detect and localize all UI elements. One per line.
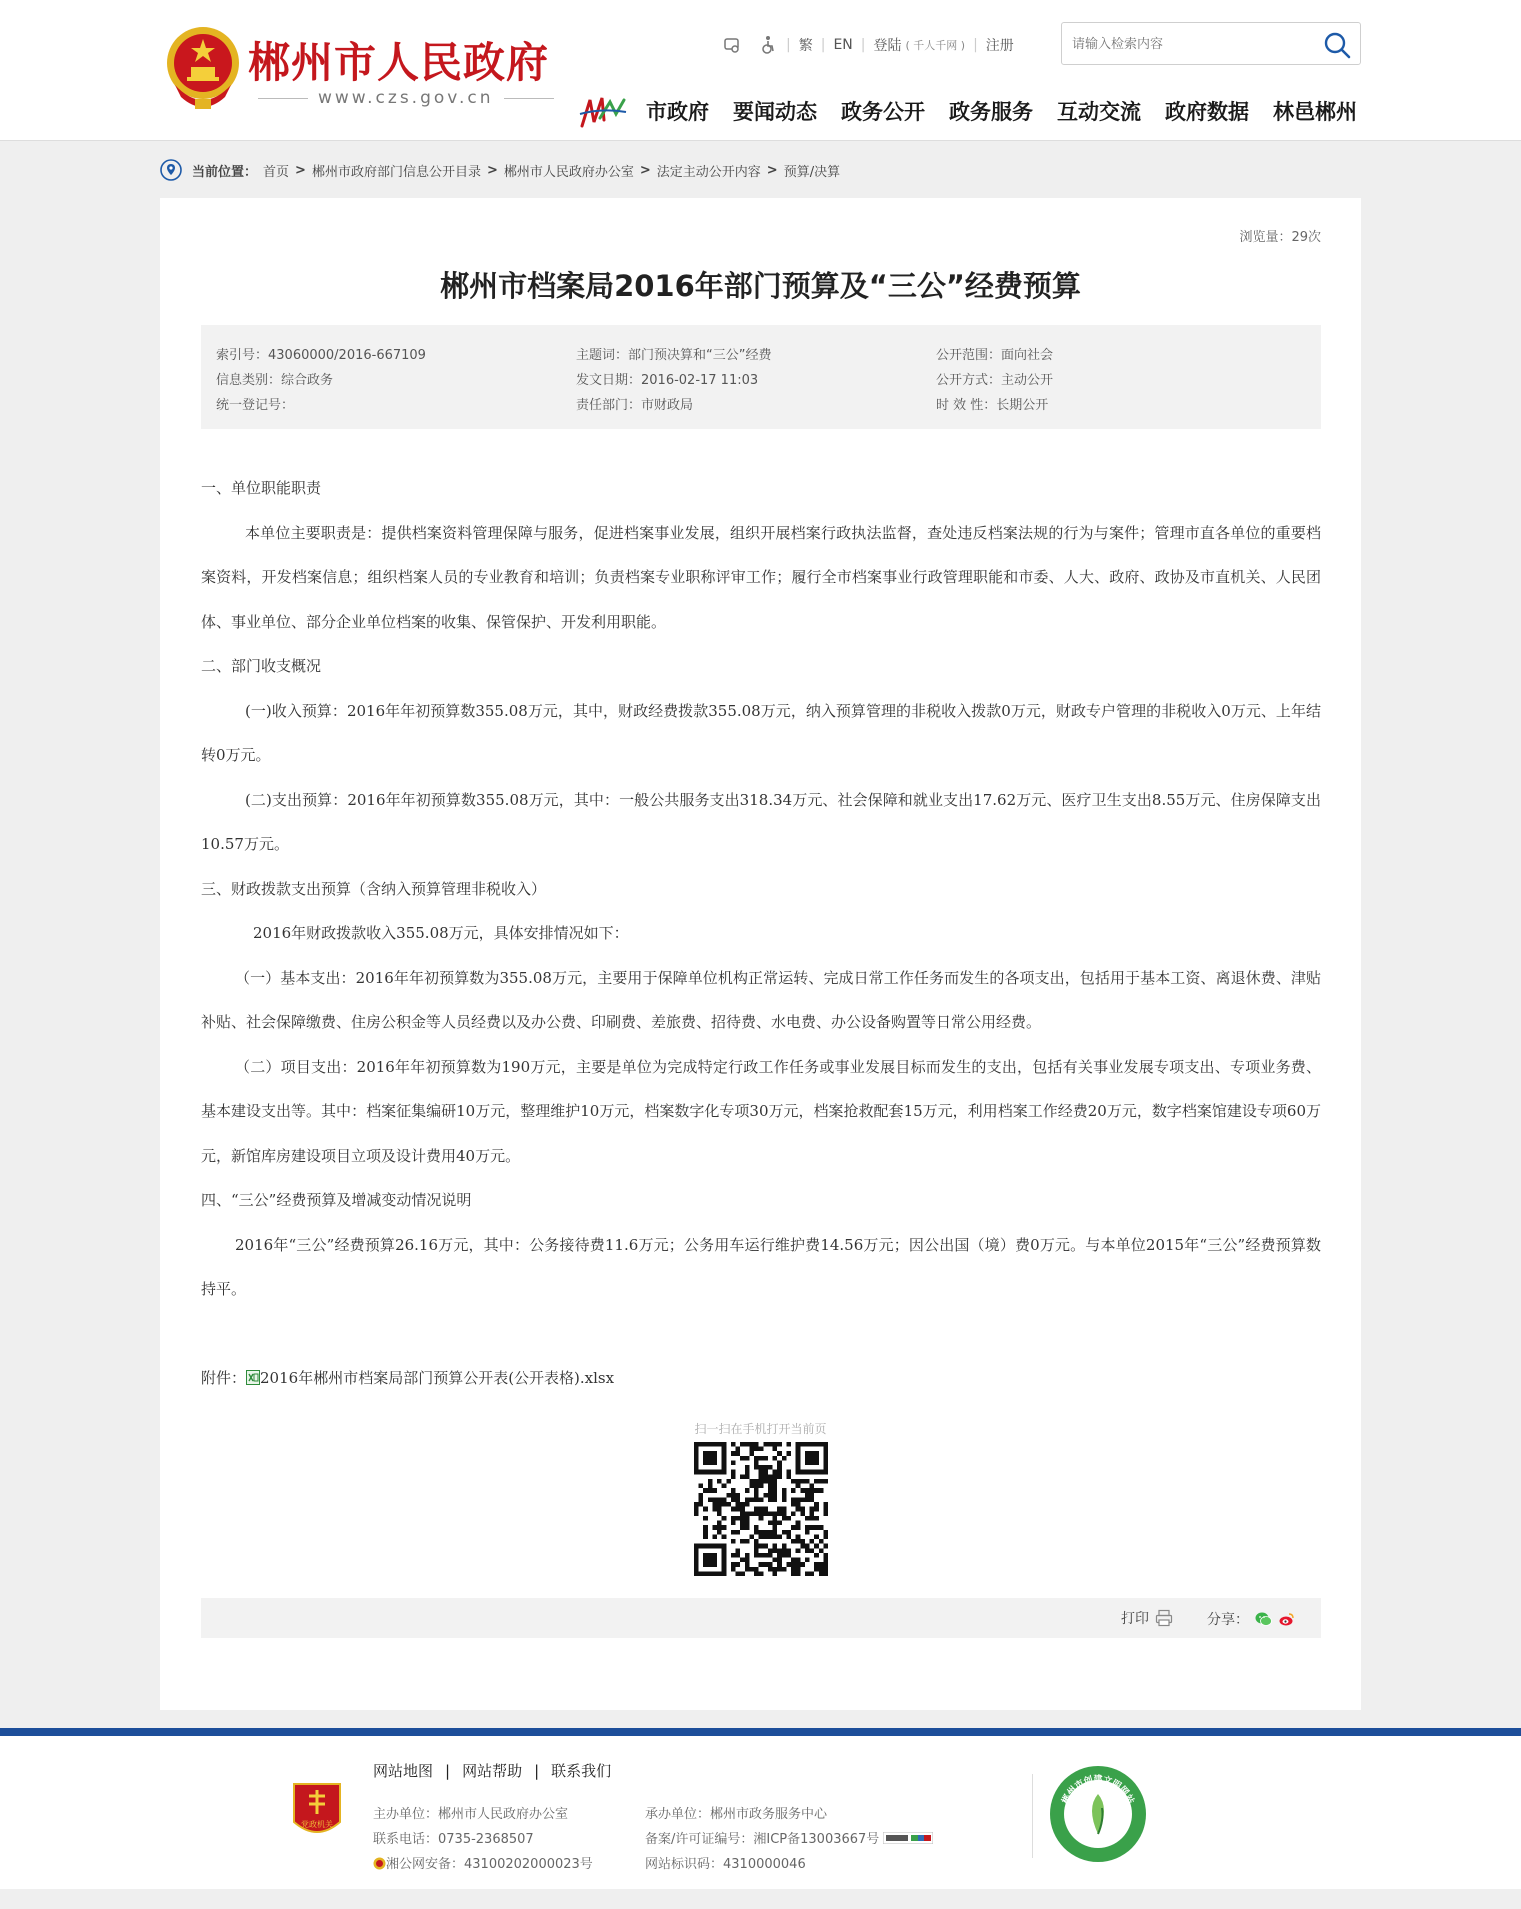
share-group: [1207, 1609, 1295, 1629]
login-link[interactable]: 登陆: [873, 38, 902, 54]
nav-item-gov-data[interactable]: 政府数据: [1165, 100, 1249, 124]
site-footer: [0, 1728, 1521, 1889]
attachment-link[interactable]: 2016年郴州市档案局部门预算公开表(公开表格).xlsx: [260, 1368, 615, 1387]
footer-sponsor: 主办单位：郴州市人民政府办公室: [373, 1807, 569, 1822]
civilized-website-seal-icon[interactable]: [1048, 1764, 1148, 1864]
nav-item-linyi-chenzhou[interactable]: 林邑郴州: [1273, 100, 1357, 124]
footer-link-contact[interactable]: 联系我们: [551, 1762, 612, 1780]
footer-police-record[interactable]: 湘公网安备：43100202000023号: [373, 1852, 593, 1877]
english-link[interactable]: EN: [833, 37, 853, 53]
breadcrumb-label: 当前位置：: [192, 164, 258, 180]
site-header: [0, 0, 1521, 141]
nav-item-city-gov[interactable]: 市政府: [646, 100, 709, 124]
view-count: 浏览量：29次: [1239, 230, 1321, 245]
share-bar: [201, 1598, 1321, 1638]
footer-icp[interactable]: 备案/许可证编号：湘ICP备13003667号: [645, 1827, 933, 1852]
article-title: 郴州市档案局2016年部门预算及“三公”经费预算: [440, 269, 1081, 303]
section-heading: 二、部门收支概况: [201, 657, 322, 675]
excel-file-icon: [246, 1370, 260, 1385]
meta-pub-date: 发文日期：2016-02-17 11:03: [576, 373, 759, 388]
wechat-icon[interactable]: [1255, 1611, 1272, 1627]
paragraph: (二)支出预算：2016年年初预算数355.08万元，其中：一般公共服务支出318.34万元、社会保障和就业支出17.62万元、医疗卫生支出8.55万元、住房保障支出10.57万元。: [201, 790, 1321, 853]
nav-item-gov-service[interactable]: 政务服务: [949, 100, 1033, 124]
article-meta: [201, 325, 1321, 429]
top-links: | 繁 | EN | 登陆 ( 千人千网 ) | 注册: [722, 34, 1014, 56]
attachment-row: [201, 1356, 1321, 1401]
section-heading: 四、“三公”经费预算及增减变动情况说明: [201, 1191, 472, 1209]
nav-item-news[interactable]: 要闻动态: [733, 100, 817, 124]
section-heading: 一、单位职能职责: [201, 479, 322, 497]
nav-item-gov-info[interactable]: 政务公开: [841, 100, 925, 124]
paragraph: （一）基本支出：2016年年初预算数为355.08万元，主要用于保障单位机构正常运转、完成日常工作任务而发生的各项支出，包括用于基本工资、离退休费、津贴补贴、社会保障缴费、住房公积金等人员经费以及办公费、印刷费、差旅费、招待费、水电费、办公设备购置等日常公用经费。: [201, 968, 1321, 1031]
search-icon[interactable]: [1322, 30, 1352, 60]
meta-method: 公开方式：主动公开: [936, 373, 1054, 388]
qr-label: 扫一扫在手机打开当前页: [694, 1422, 827, 1436]
footer-info-left: [373, 1802, 593, 1877]
meta-reg-no: 统一登记号：: [216, 398, 295, 413]
footer-info-right: [645, 1802, 933, 1877]
traditional-chinese-link[interactable]: 繁: [798, 38, 813, 54]
breadcrumb-gov-office[interactable]: 郴州市人民政府办公室: [503, 164, 634, 180]
article-container: [160, 198, 1361, 1710]
nav-item-interaction[interactable]: 互动交流: [1057, 100, 1141, 124]
breadcrumb-home[interactable]: 首页: [263, 164, 290, 180]
breadcrumb: 当前位置： 首页 > 郴州市政府部门信息公开目录 > 郴州市人民政府办公室 > 法定主动公开内容 > 预算/决算: [160, 158, 840, 182]
printer-icon: [1155, 1609, 1173, 1627]
national-emblem-icon[interactable]: [165, 25, 241, 111]
footer-operator: 承办单位：郴州市政务服务中心: [645, 1807, 828, 1822]
location-pin-icon: [160, 159, 182, 181]
breadcrumb-budget[interactable]: 预算/决算: [783, 164, 841, 180]
weibo-icon[interactable]: [1278, 1611, 1295, 1627]
meta-scope: 公开范围：面向社会: [936, 348, 1054, 363]
record-badge-icon: [883, 1832, 933, 1844]
breadcrumb-dept-catalog[interactable]: 郴州市政府部门信息公开目录: [311, 164, 481, 180]
meta-validity: 时 效 性：长期公开: [936, 398, 1049, 413]
search-box: [1061, 22, 1361, 65]
share-label: 分享：: [1207, 1612, 1249, 1628]
print-button[interactable]: 打印: [1121, 1608, 1173, 1628]
footer-link-sitemap[interactable]: 网站地图: [373, 1762, 434, 1780]
svg-text:党政机关: 党政机关: [301, 1820, 333, 1829]
qr-code: [694, 1442, 828, 1576]
login-note: ( 千人千网 ): [905, 39, 966, 52]
paragraph: （二）项目支出：2016年年初预算数为190万元，主要是单位为完成特定行政工作任务或事业发展目标而发生的支出，包括有关事业发展专项支出、专项业务费、基本建设支出等。其中：档案征集编研10万元，整理维护10万元，档案数字化专项30万元，档案抢救配套15万元，利用档案工作经费20万元，数字档案馆建设专项60万元，新馆库房建设项目立项及设计费用40万元。: [201, 1057, 1321, 1165]
site-name[interactable]: 郴州市人民政府: [248, 38, 550, 87]
search-input[interactable]: [1072, 33, 1312, 55]
footer-links: 网站地图 | 网站帮助 | 联系我们: [373, 1762, 612, 1780]
footer-site-code: 网站标识码：4310000046: [645, 1857, 806, 1872]
accessibility-icon[interactable]: [722, 35, 742, 55]
paragraph: 2016年财政拨款收入355.08万元，具体安排情况如下：: [253, 924, 629, 942]
article-body: [201, 466, 1321, 1400]
register-link[interactable]: 注册: [985, 38, 1014, 54]
nav-logo-icon: [576, 92, 628, 132]
main-nav: [646, 96, 1357, 126]
paragraph: 2016年“三公”经费预算26.16万元，其中：公务接待费11.6万元；公务用车运行维护费14.56万元；因公出国（境）费0万元。与本单位2015年“三公”经费预算数持平。: [201, 1235, 1321, 1298]
svg-text:郴州市创建文明网站: 郴州市创建文明网站: [1060, 1775, 1136, 1806]
meta-subject: 主题词：部门预决算和“三公”经费: [576, 348, 772, 363]
party-gov-badge-icon[interactable]: [290, 1780, 344, 1842]
site-domain: www.czs.gov.cn: [248, 88, 548, 108]
breadcrumb-statutory[interactable]: 法定主动公开内容: [656, 164, 761, 180]
bottom-strip: [0, 1889, 1521, 1909]
meta-dept: 责任部门：市财政局: [576, 398, 694, 413]
footer-divider: [1032, 1774, 1033, 1858]
section-heading: 三、财政拨款支出预算（含纳入预算管理非税收入）: [201, 879, 547, 898]
police-badge-icon: [373, 1857, 386, 1870]
footer-phone: 联系电话：0735-2368507: [373, 1832, 534, 1847]
meta-index-no: 索引号：43060000/2016-667109: [216, 348, 426, 363]
wheelchair-icon[interactable]: [758, 35, 778, 55]
paragraph: (一)收入预算：2016年年初预算数355.08万元，其中，财政经费拨款355.08万元，纳入预算管理的非税收入拨款0万元，财政专户管理的非税收入0万元、上年结转0万元。: [201, 701, 1321, 764]
attachment-label: 附件：: [201, 1368, 247, 1387]
meta-info-type: 信息类别：综合政务: [216, 373, 334, 388]
paragraph: 本单位主要职责是：提供档案资料管理保障与服务，促进档案事业发展，组织开展档案行政执法监督，查处违反档案法规的行为与案件；管理市直各单位的重要档案资料，开发档案信息；组织档案人员的专业教育和培训；负责档案专业职称评审工作；履行全市档案事业行政管理职能和市委、人大、政府、政协及市直机关、人民团体、事业单位、部分企业单位档案的收集、保管保护、开发利用职能。: [201, 523, 1321, 631]
footer-link-help[interactable]: 网站帮助: [462, 1762, 523, 1780]
